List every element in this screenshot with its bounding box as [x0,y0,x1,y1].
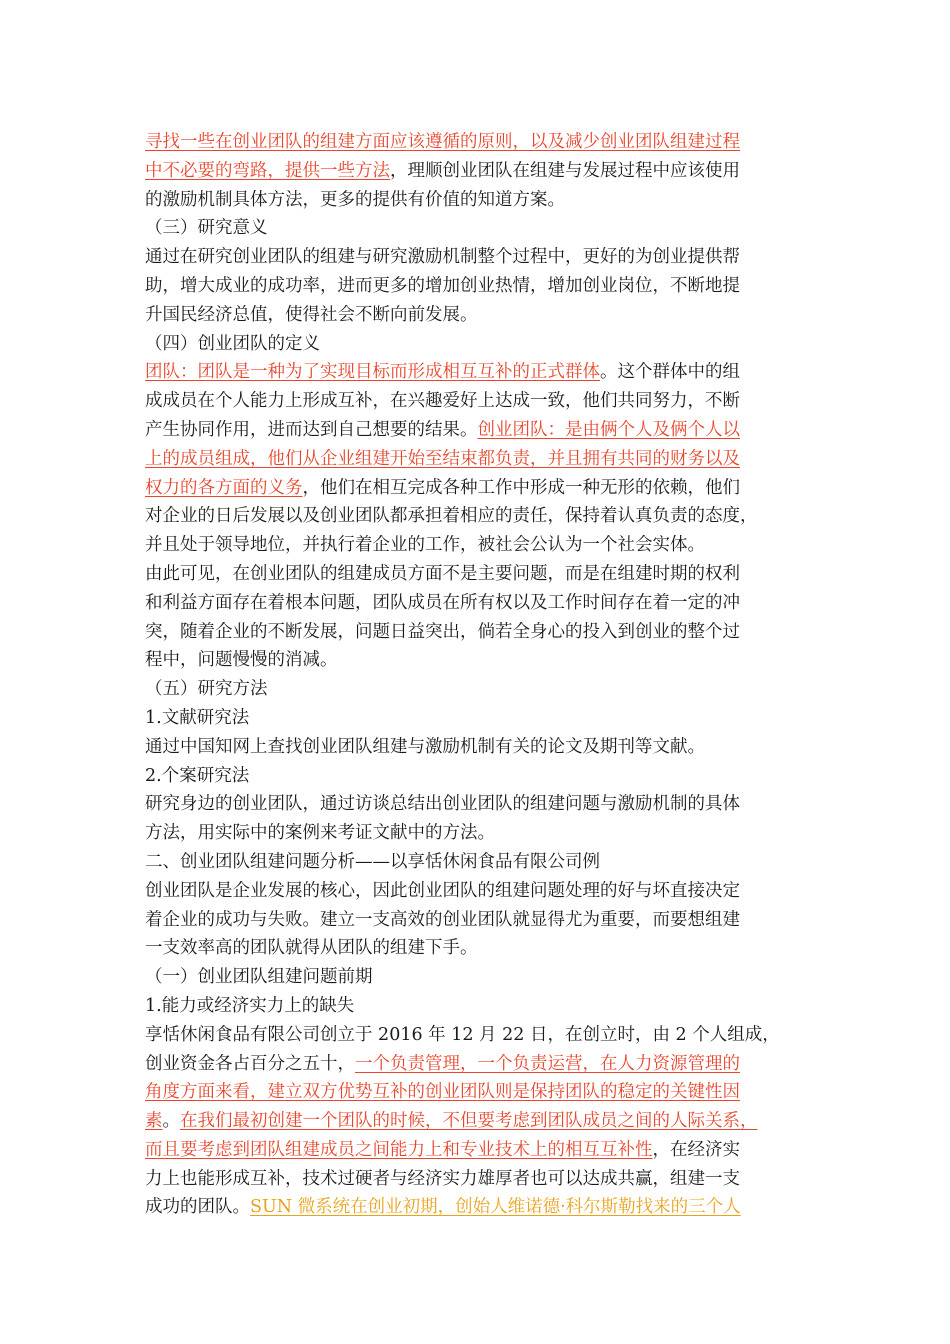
highlighted-text: SUN 微系统在创业初期，创始人维诺德·科尔斯勒找来的三个人 [250,1197,741,1218]
text-segment: 创业团队是企业发展的核心，因此创业团队的组建问题处理的好与坏直接决定 [145,880,740,901]
text-line [145,272,815,301]
text-segment: 力上也能形成互补，技术过硬者与经济实力雄厚者也可以达成共赢，组建一支 [145,1168,740,1189]
text-line [145,1136,815,1165]
text-line [145,704,815,733]
text-line [145,1165,815,1194]
text-segment: 突，随着企业的不断发展，问题日益突出，倘若全身心的投入到创业的整个过 [145,621,740,642]
highlighted-text: 权力的各方面的义务 [145,477,303,498]
text-segment: 对企业的日后发展以及创业团队都承担着相应的责任，保持着认真负责的态度， [145,506,758,527]
text-line [145,819,815,848]
text-segment: 研究身边的创业团队，通过访谈总结出创业团队的组建问题与激励机制的具体 [145,794,740,815]
highlighted-text: 寻找一些在创业团队的组建方面应该遵循的原则，以及减少创业团队组建过程 [145,132,740,152]
text-segment: 享恬休闲食品有限公司创立于 2016 年 12 月 22 日，在创立时，由 2 个人组成， [145,1024,780,1045]
text-segment: ，理顺创业团队在组建与发展过程中应该使用 [390,160,740,181]
text-line [145,762,815,791]
text-line [145,387,815,416]
highlighted-text: 团队：团队是一种为了实现目标而形成相互互补的正式群体 [145,362,600,383]
text-line [145,1107,815,1136]
text-line [145,416,815,445]
text-segment: 1.能力或经济实力上的缺失 [145,995,355,1016]
text-segment: 通过在研究创业团队的组建与研究激励机制整个过程中，更好的为创业提供帮 [145,247,740,268]
text-segment: 并且处于领导地位，并执行着企业的工作，被社会公认为一个社会实体。 [145,535,705,556]
text-segment: （三）研究意义 [145,218,268,239]
text-line [145,963,815,992]
highlighted-text: 角度方面来看，建立双方优势互补的创业团队则是保持团队的稳定的关键性因 [145,1082,740,1103]
text-line [145,1193,815,1222]
text-line [145,992,815,1021]
text-segment: 成功的团队。 [145,1197,250,1218]
text-segment: （四）创业团队的定义 [145,333,320,354]
text-segment: 一支效率高的团队就得从团队的组建下手。 [145,938,478,959]
text-line [145,877,815,906]
text-line [145,618,815,647]
text-segment: 方法，用实际中的案例来考证文献中的方法。 [145,823,495,844]
text-line [145,733,815,762]
text-line [145,531,815,560]
text-line [145,502,815,531]
highlighted-text: 一个负责管理，一个负责运营，在人力资源管理的 [355,1053,740,1074]
text-line [145,1050,815,1079]
highlighted-text: 创业团队：是由俩个人及俩个人以 [477,419,740,440]
document-body [145,128,815,1222]
text-line [145,330,815,359]
highlighted-text: 在我们最初创建一个团队的时候，不但要考虑到团队成员之间的人际关系， [180,1111,758,1132]
text-line [145,1078,815,1107]
text-segment: 产生协同作用，进而达到自己想要的结果。 [145,419,478,440]
text-segment: 2.个案研究法 [145,765,250,786]
text-segment: 由此可见，在创业团队的组建成员方面不是主要问题，而是在组建时期的权利 [145,563,740,584]
text-line [145,358,815,387]
text-segment: （五）研究方法 [145,679,268,700]
text-segment: 的激励机制具体方法，更多的提供有价值的知道方案。 [145,189,565,210]
text-line [145,906,815,935]
text-segment: 升国民经济总值，使得社会不断向前发展。 [145,304,478,325]
text-line [145,589,815,618]
text-line [145,301,815,330]
text-segment: 。 [162,1111,180,1132]
highlighted-text: 素 [145,1111,163,1132]
text-line [145,186,815,215]
text-segment: 通过中国知网上查找创业团队组建与激励机制有关的论文及期刊等文献。 [145,736,705,757]
text-line [145,675,815,704]
text-line [145,445,815,474]
text-line [145,1021,815,1050]
text-line [145,790,815,819]
text-segment: （一）创业团队组建问题前期 [145,967,373,988]
text-line [145,157,815,186]
text-segment: 二、创业团队组建问题分析——以享恬休闲食品有限公司例 [145,851,600,872]
text-line [145,848,815,877]
text-line [145,214,815,243]
text-segment: 成成员在个人能力上形成互补，在兴趣爱好上达成一致，他们共同努力，不断 [145,391,740,412]
highlighted-text: 上的成员组成，他们从企业组建开始至结束都负责，并且拥有共同的财务以及 [145,448,740,469]
text-segment: 助，增大成业的成功率，进而更多的增加创业热情，增加创业岗位，不断地提 [145,275,740,296]
text-line [145,646,815,675]
text-segment: 程中，问题慢慢的消减。 [145,650,338,671]
text-segment: 和利益方面存在着根本问题，团队成员在所有权以及工作时间存在着一定的冲 [145,592,740,613]
text-segment: 1.文献研究法 [145,707,250,728]
text-line [145,243,815,272]
text-line [145,560,815,589]
text-segment: 着企业的成功与失败。建立一支高效的创业团队就显得尤为重要，而要想组建 [145,909,740,930]
highlighted-text: 而且要考虑到团队组建成员之间能力上和专业技术上的相互互补性 [145,1139,653,1160]
text-segment: 。这个群体中的组 [600,362,740,383]
text-segment: ，在经济实 [652,1139,740,1160]
highlighted-text: 中不必要的弯路，提供一些方法 [145,160,390,181]
text-segment: 创业资金各占百分之五十， [145,1053,355,1074]
text-segment: ，他们在相互完成各种工作中形成一种无形的依赖，他们 [302,477,740,498]
text-line [145,934,815,963]
text-line [145,128,815,157]
text-line [145,474,815,503]
